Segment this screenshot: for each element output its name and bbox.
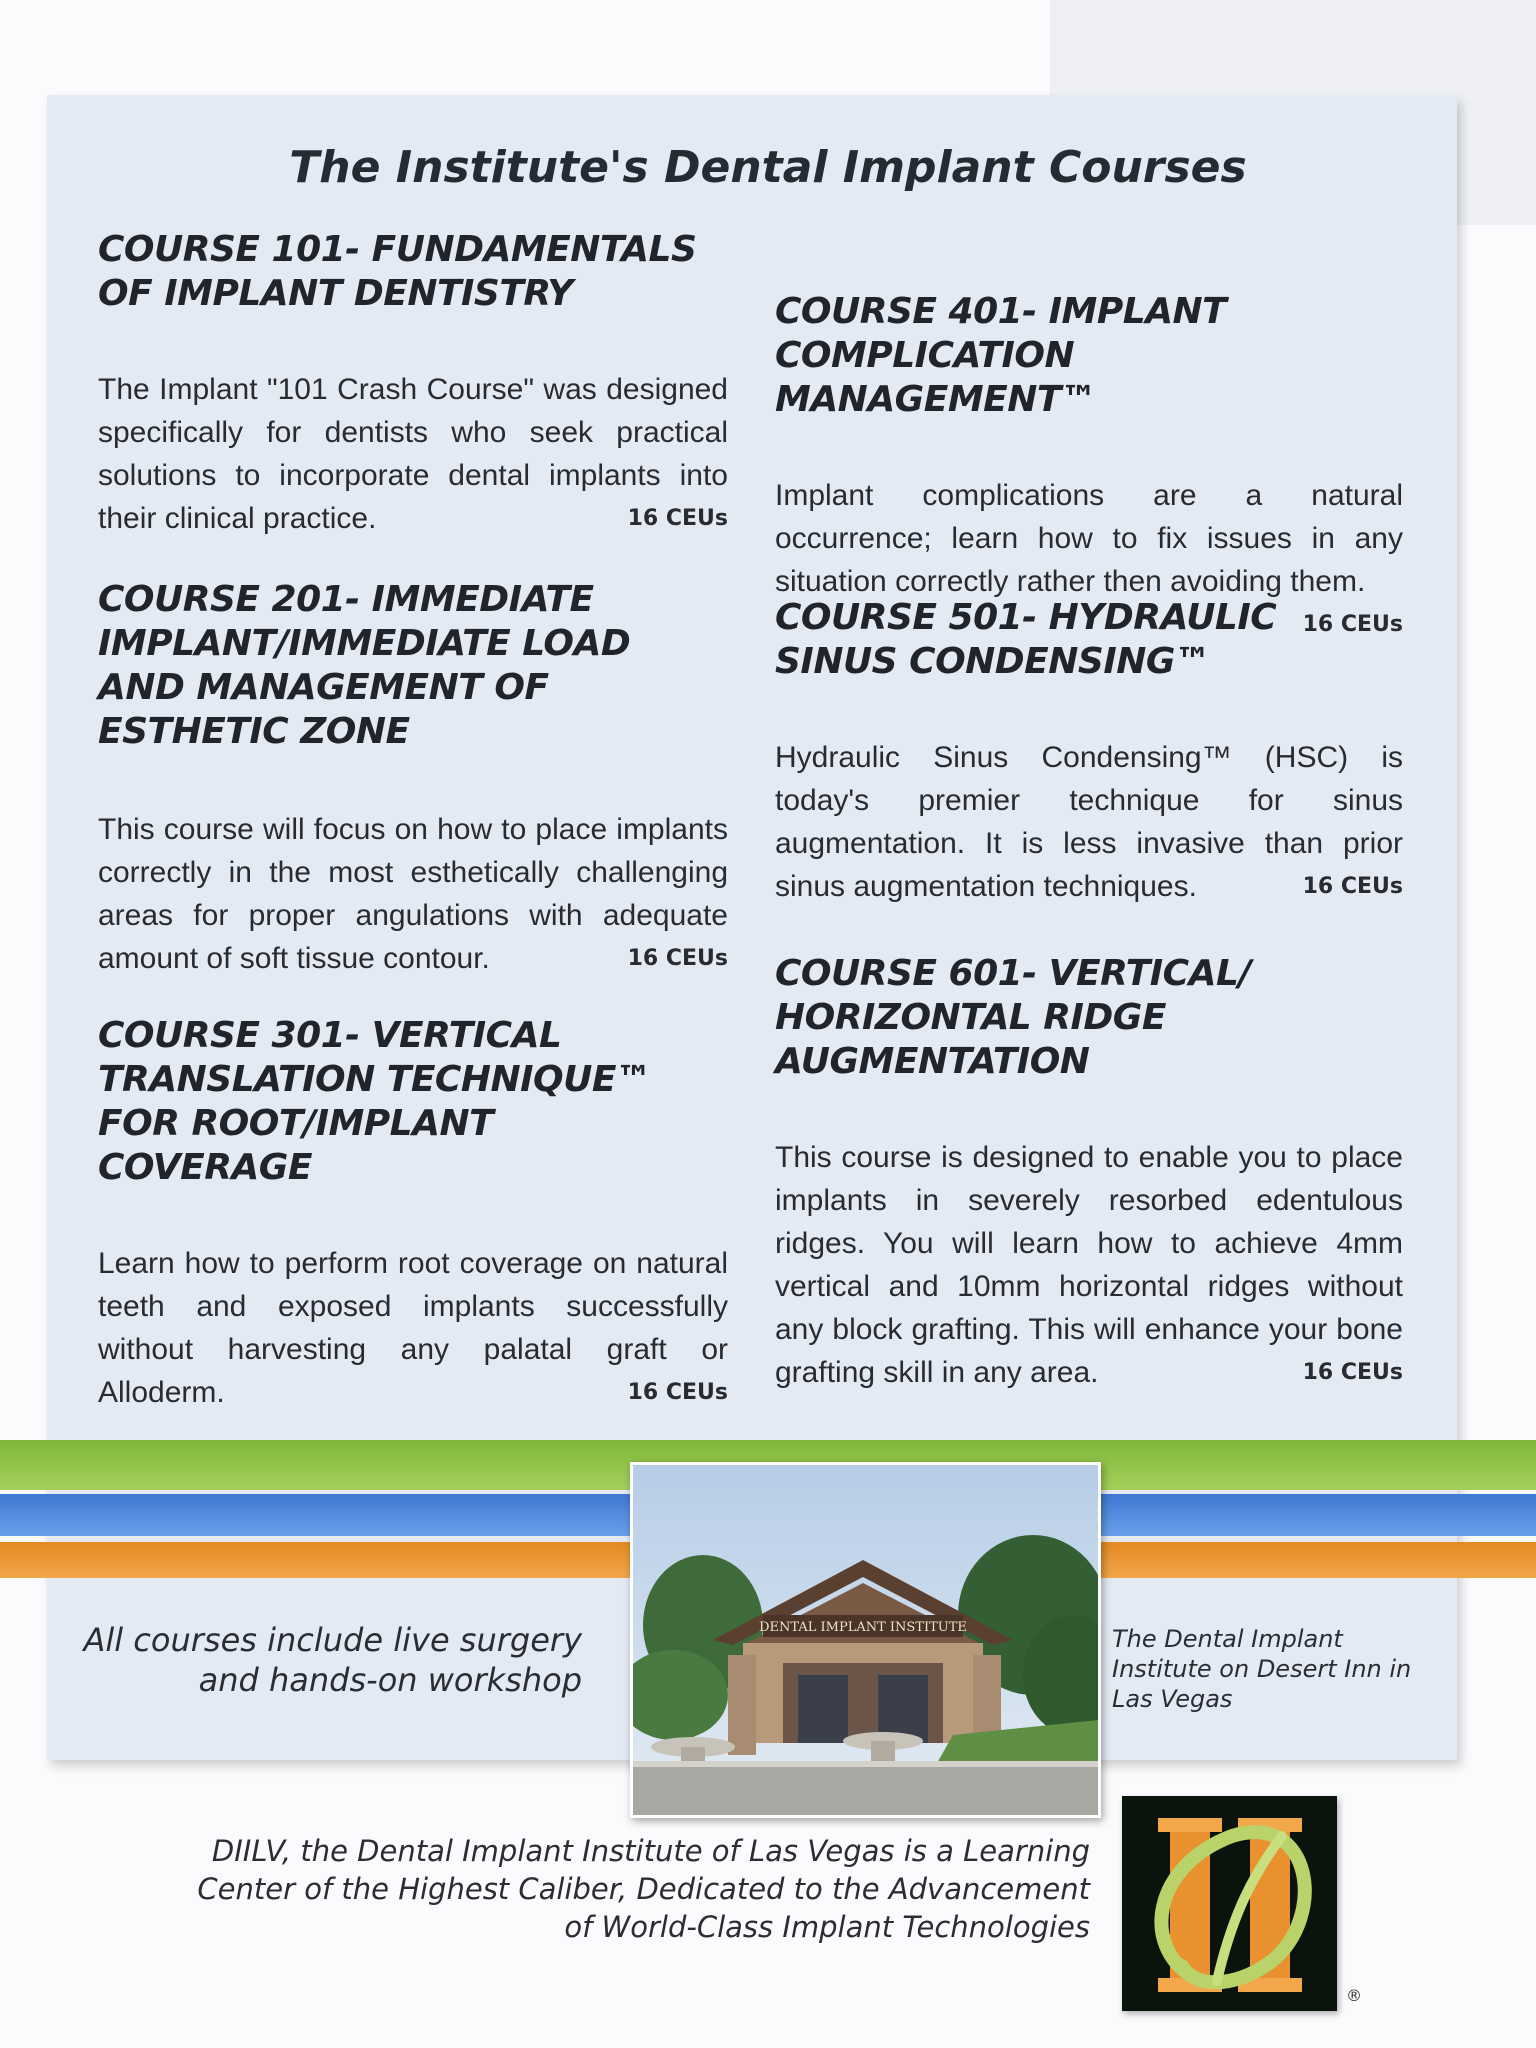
course-description: [775, 474, 1403, 637]
building-sign: DENTAL IMPLANT INSTITUTE: [759, 1620, 967, 1635]
diilv-logo: [1122, 1796, 1337, 2011]
ceus-badge: 16 CEUs: [627, 506, 728, 531]
ceus-badge: 16 CEUs: [1302, 874, 1403, 899]
footer-statement: DIILV, the Dental Implant Institute of Las Vegas is a Learning Center of the Highest Caliber, Dedicated to the Advancement of World-Class Implant Technologies: [197, 1834, 1090, 1944]
di-monogram-icon: [1122, 1796, 1337, 2011]
course-heading: COURSE 501- HYDRAULIC SINUS CONDENSING™: [775, 597, 1277, 682]
course-body: The Implant "101 Crash Course" was designed specifically for dentists who seek practical solutions to incorporate dental implants into their clinical practice.: [98, 373, 728, 535]
course-101: [98, 228, 728, 540]
course-401: [775, 290, 1403, 646]
registered-mark: ®: [1346, 1986, 1362, 2005]
course-description: [98, 1242, 728, 1414]
course-heading: COURSE 401- IMPLANT COMPLICATION MANAGEMENT™: [775, 291, 1227, 420]
course-description: [98, 808, 728, 980]
course-heading: COURSE 201- IMMEDIATE IMPLANT/IMMEDIATE LOAD AND MANAGEMENT OF ESTHETIC ZONE: [98, 579, 631, 752]
ceus-badge: 16 CEUs: [1302, 612, 1403, 637]
course-601: [775, 952, 1403, 1394]
course-description: [775, 1136, 1403, 1394]
course-description: [775, 736, 1403, 908]
course-description: [98, 368, 728, 540]
course-heading: COURSE 301- VERTICAL TRANSLATION TECHNIQUE™ FOR ROOT/IMPLANT COVERAGE: [98, 1015, 652, 1188]
tagline: All courses include live surgery and hands-on workshop: [83, 1621, 582, 1699]
course-body: Implant complications are a natural occurrence; learn how to fix issues in any situation correctly rather then avoiding them.: [775, 479, 1403, 598]
institute-building-photo: [630, 1462, 1101, 1818]
course-body: Learn how to perform root coverage on natural teeth and exposed implants successfully without harvesting any palatal graft or Alloderm.: [98, 1247, 728, 1409]
ceus-badge: 16 CEUs: [1302, 1360, 1403, 1385]
photo-caption: The Dental Implant Institute on Desert Inn in Las Vegas: [1112, 1625, 1412, 1713]
course-body: Hydraulic Sinus Condensing™ (HSC) is today's premier technique for sinus augmentation. It is less invasive than prior sinus augmentation techniques.: [775, 741, 1403, 903]
course-heading: COURSE 601- VERTICAL/ HORIZONTAL RIDGE AUGMENTATION: [775, 953, 1252, 1082]
page-title: The Institute's Dental Implant Courses: [289, 142, 1247, 193]
course-201: [98, 578, 728, 980]
course-body: This course will focus on how to place implants correctly in the most esthetically challenging areas for proper angulations with adequate amount of soft tissue contour.: [98, 813, 728, 975]
ceus-badge: 16 CEUs: [627, 1380, 728, 1405]
course-301: [98, 1014, 728, 1414]
course-501: [775, 596, 1403, 908]
course-heading: COURSE 101- FUNDAMENTALS OF IMPLANT DENTISTRY: [98, 229, 697, 314]
course-body: This course is designed to enable you to place implants in severely resorbed edentulous ridges. You will learn how to achieve 4mm vertical and 10mm horizontal ridges without any block grafting. This will enhance your bone grafting skill in any area.: [775, 1141, 1403, 1389]
ceus-badge: 16 CEUs: [627, 946, 728, 971]
